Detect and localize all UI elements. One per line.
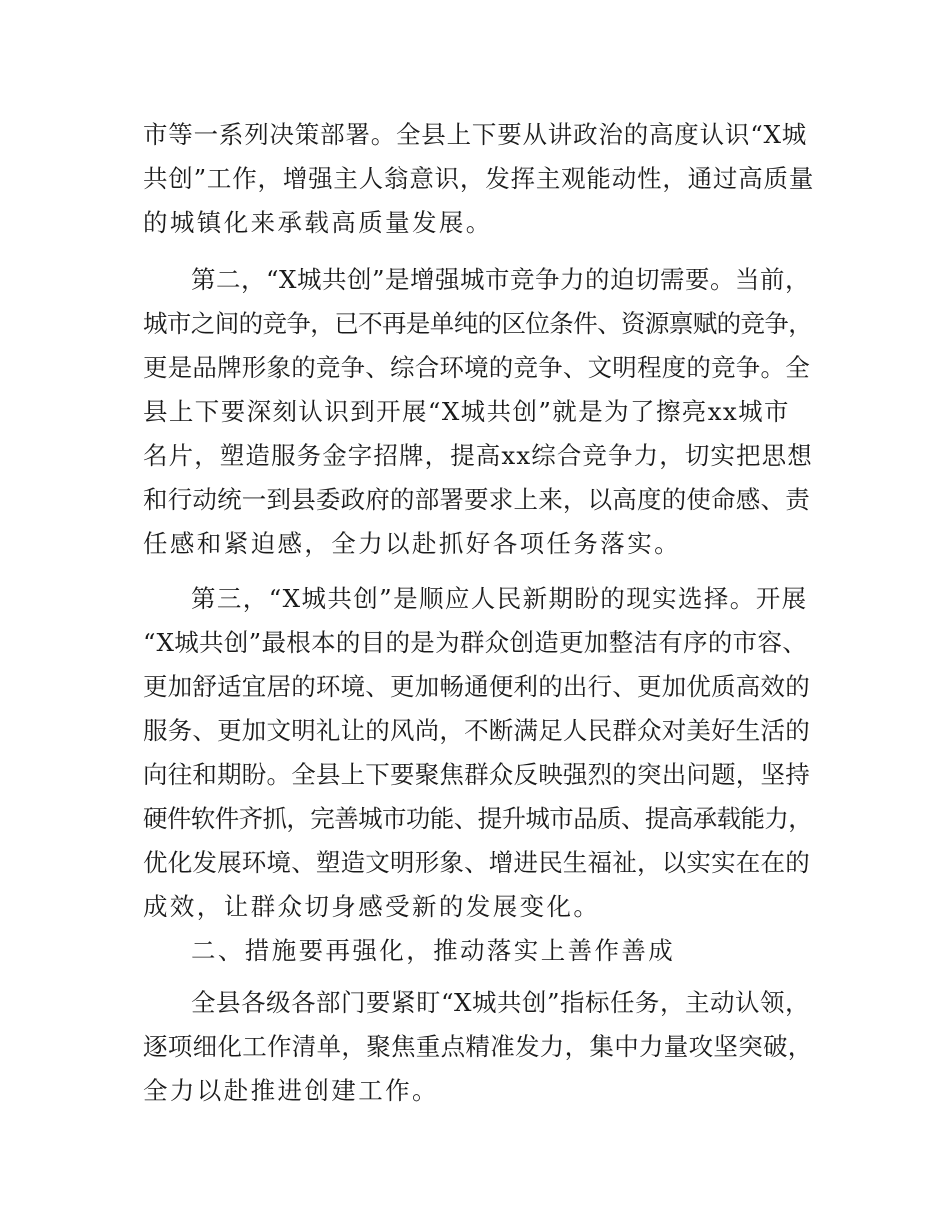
text-line: 全县各级各部门要紧盯“X城共创”指标任务，主动认领，	[191, 988, 810, 1017]
text-line: 全力以赴推进创建工作。	[143, 1076, 439, 1105]
text-line: 的城镇化来承载高质量发展。	[143, 208, 493, 237]
text-line: “X城共创”最根本的目的是为群众创造更加整洁有序的市容、	[143, 628, 808, 657]
text-line: 和行动统一到县委政府的部署要求上来，以高度的使命感、责	[143, 485, 810, 514]
text-line: 名片，塑造服务金字招牌，提高xx综合竞争力，切实把思想	[143, 441, 813, 470]
text-line: 向往和期盼。全县上下要聚焦群众反映强烈的突出问题，坚持	[143, 760, 810, 789]
text-line: 更加舒适宜居的环境、更加畅通便利的出行、更加优质高效的	[143, 672, 810, 701]
text-line: 共创”工作，增强主人翁意识，发挥主观能动性，通过高质量	[143, 164, 815, 193]
text-line: 逐项细化工作清单，聚焦重点精准发力，集中力量攻坚突破，	[143, 1032, 813, 1061]
text-line: 县上下要深刻认识到开展“X城共创”就是为了擦亮xx城市	[143, 397, 790, 426]
text-line: 更是品牌形象的竞争、综合环境的竞争、文明程度的竞争。全	[143, 353, 810, 382]
text-line: 优化发展环境、塑造文明形象、增进民生福祉，以实实在在的	[143, 848, 810, 877]
text-line: 第二，“X城共创”是增强城市竞争力的迫切需要。当前，	[191, 265, 810, 294]
text-line: 第三，“X城共创”是顺应人民新期盼的现实选择。开展	[191, 584, 808, 613]
text-line: 硬件软件齐抓，完善城市功能、提升城市品质、提高承载能力，	[143, 804, 813, 833]
text-line: 市等一系列决策部署。全县上下要从讲政治的高度认识“X城	[143, 120, 808, 149]
text-line: 城市之间的竞争，已不再是单纯的区位条件、资源禀赋的竞争，	[143, 309, 813, 338]
text-line: 成效，让群众切身感受新的发展变化。	[143, 892, 601, 921]
text-line: 任感和紧迫感，全力以赴抓好各项任务落实。	[143, 529, 681, 558]
section-heading: 二、措施要再强化，推动落实上善作善成	[191, 936, 676, 965]
text-line: 服务、更加文明礼让的风尚，不断满足人民群众对美好生活的	[143, 716, 810, 745]
